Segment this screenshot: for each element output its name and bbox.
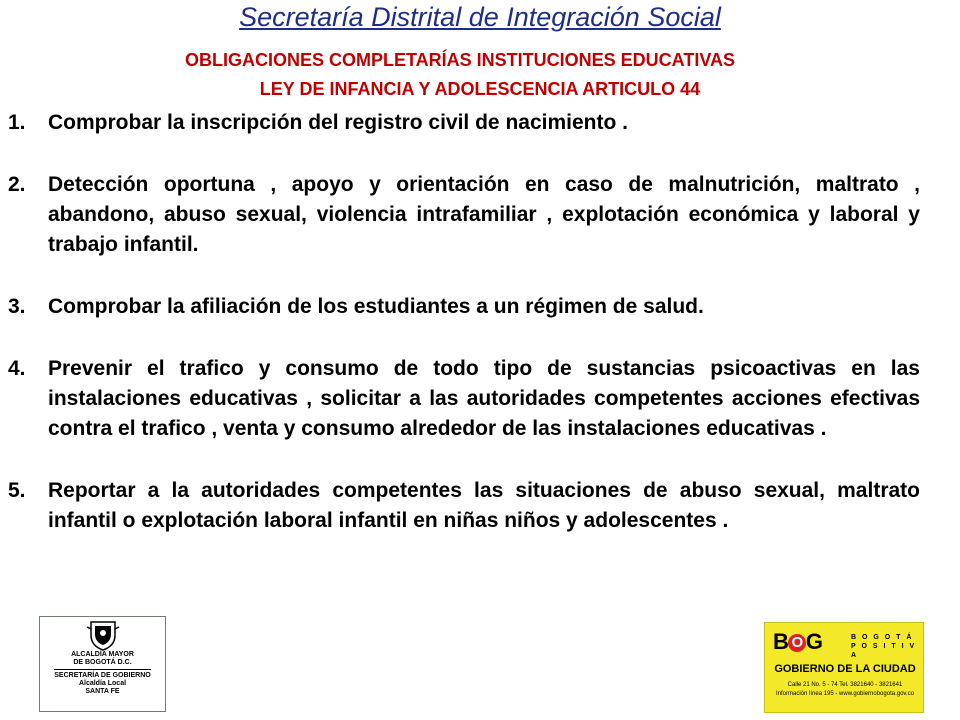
list-item bbox=[8, 476, 920, 536]
santa-fe-line: SANTA FE bbox=[85, 688, 120, 695]
item-number: 2. bbox=[8, 173, 26, 196]
item-number: 5. bbox=[8, 479, 26, 502]
list-item bbox=[8, 108, 920, 138]
alcaldia-line1: ALCALDÍA MAYOR bbox=[71, 651, 134, 658]
item-text: Comprobar la afiliación de los estudiantes a un régimen de salud. bbox=[48, 295, 704, 318]
list-item bbox=[8, 354, 920, 444]
coat-of-arms-icon bbox=[86, 619, 120, 651]
brand-g: G bbox=[805, 629, 823, 654]
brand-o: O bbox=[788, 634, 806, 652]
list-item bbox=[8, 170, 920, 260]
brand-b: B bbox=[773, 629, 788, 654]
subtitle-obligations: OBLIGACIONES COMPLETARÍAS INSTITUCIONES EDUCATIVAS bbox=[184, 50, 736, 70]
item-text: Detección oportuna , apoyo y orientación en caso de malnutrición, maltrato , abandono, abuso sexual, violencia intrafamiliar , explotación económica y laboral y trabajo infantil. bbox=[48, 173, 920, 256]
address-text: Calle 21 No. 5 - 74 Tel. 3821640 - 3821641 bbox=[787, 682, 903, 688]
secretaria-line: SECRETARÍA DE GOBIERNO bbox=[54, 672, 151, 679]
obligations-list bbox=[8, 108, 920, 568]
item-text: Comprobar la inscripción del registro civil de nacimiento . bbox=[48, 111, 628, 134]
item-number: 3. bbox=[8, 295, 26, 318]
page-title: Secretaría Distrital de Integración Social bbox=[239, 2, 721, 32]
alcaldia-line2: DE BOGOTÁ D.C. bbox=[73, 659, 132, 666]
item-number: 4. bbox=[8, 357, 26, 380]
alcaldia-logo bbox=[39, 616, 166, 712]
item-number: 1. bbox=[8, 111, 26, 134]
positiva-text: P O S I T I V A bbox=[851, 643, 917, 659]
bogota-positiva-logo bbox=[764, 622, 924, 713]
bogota-positiva-text bbox=[851, 633, 923, 660]
subtitle-law: LEY DE INFANCIA Y ADOLESCENCIA ARTICULO 44 bbox=[259, 79, 701, 99]
alcaldia-local-line: Alcaldía Local bbox=[78, 680, 127, 687]
info-text: Información línea 195 - www.gobiernobogota.gov.co bbox=[776, 691, 914, 697]
item-text: Prevenir el trafico y consumo de todo tipo de sustancias psicoactivas en las instalaciones educativas , solicitar a las autoridades competentes acciones efectivas contra el trafico , venta y consumo alrededor de las instalaciones educativas . bbox=[48, 357, 920, 440]
gobierno-text: GOBIERNO DE LA CIUDAD bbox=[774, 663, 916, 675]
item-text: Reportar a la autoridades competentes las situaciones de abuso sexual, maltrato infantil o explotación laboral infantil en niñas niños y adolescentes . bbox=[48, 479, 920, 532]
bogota-text: B O G O T Á bbox=[851, 634, 914, 641]
bog-wordmark bbox=[773, 629, 822, 655]
list-item bbox=[8, 292, 920, 322]
logo-divider bbox=[54, 669, 151, 670]
